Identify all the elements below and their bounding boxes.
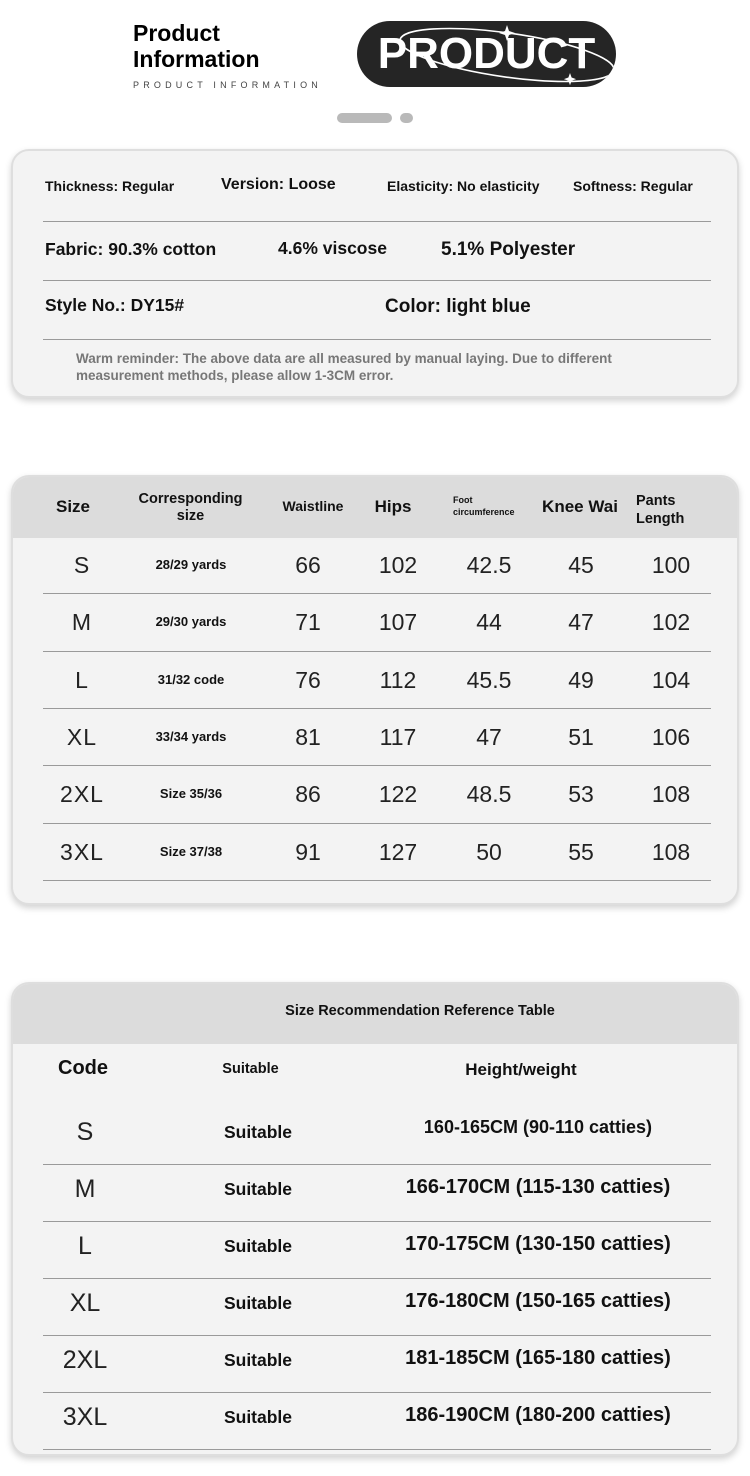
size-table-header	[13, 477, 737, 538]
spec-polyester: 5.1% Polyester	[441, 239, 576, 260]
recommendation-card	[11, 982, 739, 1456]
row-divider	[43, 651, 711, 652]
size-cell-hips: 117	[379, 723, 417, 750]
size-cell-length: 100	[651, 552, 691, 578]
recommendation-title: Size Recommendation Reference Table	[285, 1003, 555, 1019]
rec-height-weight: 186-190CM (180-200 catties)	[405, 1403, 671, 1426]
row-divider	[43, 823, 711, 824]
size-cell-hips: 127	[378, 838, 418, 865]
size-cell-waist: 76	[295, 666, 321, 693]
size-cell-corresponding: 33/34 yards	[155, 728, 227, 744]
rec-height-weight: 170-175CM (130-150 catties)	[405, 1232, 671, 1255]
row-divider	[43, 708, 711, 709]
header-waistline: Waistline	[282, 498, 344, 514]
row-divider	[43, 1392, 711, 1393]
row-divider	[43, 1335, 711, 1336]
size-cell-waist: 66	[295, 552, 321, 578]
divider	[43, 280, 711, 281]
header-hips: Hips	[374, 497, 412, 516]
row-divider	[43, 593, 711, 594]
row-divider	[43, 1164, 711, 1165]
size-cell-length: 108	[651, 781, 691, 808]
size-cell-size: XL	[66, 723, 98, 750]
rec-code: XL	[69, 1288, 101, 1317]
rec-suitable: Suitable	[223, 1349, 293, 1370]
spec-version: Version: Loose	[221, 176, 336, 193]
page-title	[133, 20, 260, 72]
size-cell-length: 108	[651, 838, 691, 865]
header-code: Code	[58, 1057, 108, 1079]
rec-code: S	[76, 1118, 94, 1146]
size-cell-knee: 45	[568, 552, 594, 578]
size-cell-corresponding: Size 37/38	[159, 843, 223, 859]
rec-code: M	[74, 1174, 96, 1203]
divider	[43, 339, 711, 340]
product-badge	[357, 21, 616, 87]
size-cell-foot: 47	[476, 723, 502, 750]
size-cell-length: 104	[651, 666, 691, 693]
rec-height-weight: 160-165CM (90-110 catties)	[423, 1117, 653, 1137]
header-pants-line2: Length	[636, 511, 685, 527]
size-cell-corresponding: Size 35/36	[159, 786, 223, 802]
size-cell-knee: 49	[568, 666, 594, 693]
size-cell-size: M	[71, 609, 93, 636]
size-cell-waist: 91	[295, 838, 321, 865]
rec-suitable: Suitable	[223, 1122, 293, 1142]
row-divider	[43, 880, 711, 881]
row-divider	[43, 1449, 711, 1450]
badge-text: PRODUCT	[377, 29, 596, 78]
rec-code: L	[78, 1231, 92, 1260]
page-subtitle: PRODUCT INFORMATION	[133, 80, 322, 90]
rec-suitable: Suitable	[223, 1178, 293, 1199]
header-suitable: Suitable	[222, 1061, 279, 1077]
spec-elasticity: Elasticity: No elasticity	[387, 178, 540, 194]
pager-dot	[400, 113, 413, 123]
size-cell-size: 2XL	[60, 781, 104, 808]
size-cell-corresponding: 29/30 yards	[155, 614, 227, 630]
row-divider	[43, 1278, 711, 1279]
size-cell-foot: 48.5	[466, 781, 512, 808]
divider	[43, 221, 711, 222]
spec-softness: Softness: Regular	[573, 178, 693, 194]
spec-card	[11, 149, 739, 398]
size-cell-waist: 81	[295, 723, 321, 750]
header-foot-line1: Foot	[453, 495, 473, 505]
row-divider	[43, 1221, 711, 1222]
rec-height-weight: 181-185CM (165-180 catties)	[405, 1346, 671, 1369]
header-foot-circumference	[453, 494, 543, 518]
size-cell-foot: 45.5	[466, 666, 512, 693]
size-cell-corresponding: 28/29 yards	[155, 557, 227, 572]
size-cell-waist: 71	[295, 609, 321, 636]
size-cell-hips: 122	[378, 781, 418, 808]
size-cell-knee: 47	[568, 609, 594, 636]
warm-reminder: Warm reminder: The above data are all measured by manual laying. Due to different measurement methods, please allow 1-3CM error.	[76, 351, 612, 383]
size-cell-foot: 44	[476, 609, 502, 636]
header-height-weight: Height/weight	[465, 1060, 577, 1079]
header-pants-length	[636, 492, 696, 528]
spec-style-no: Style No.: DY15#	[45, 295, 185, 315]
size-cell-waist: 86	[295, 781, 321, 808]
title-line-2: Information	[133, 46, 260, 72]
recommendation-header	[13, 984, 737, 1044]
size-cell-hips: 112	[379, 666, 417, 693]
size-cell-hips: 102	[378, 552, 418, 578]
pager-dot-active	[337, 113, 392, 123]
header-knee: Knee Wai	[542, 497, 618, 516]
header-foot-line2: circumference	[453, 507, 515, 517]
size-cell-length: 102	[651, 609, 691, 636]
rec-suitable: Suitable	[223, 1406, 293, 1427]
size-cell-hips: 107	[378, 609, 418, 636]
rec-code: 3XL	[62, 1402, 108, 1431]
size-cell-size: 3XL	[60, 838, 104, 865]
rec-suitable: Suitable	[223, 1292, 293, 1313]
rec-height-weight: 166-170CM (115-130 catties)	[405, 1175, 671, 1198]
size-cell-knee: 53	[568, 781, 594, 808]
size-cell-size: L	[75, 666, 89, 693]
rec-suitable: Suitable	[223, 1235, 293, 1256]
spec-thickness: Thickness: Regular	[45, 178, 175, 194]
size-cell-length: 106	[651, 723, 691, 750]
spec-color: Color: light blue	[385, 296, 531, 317]
size-cell-corresponding: 31/32 code	[157, 671, 225, 687]
size-cell-knee: 55	[568, 838, 594, 865]
size-cell-foot: 50	[476, 838, 502, 865]
size-cell-foot: 42.5	[466, 552, 512, 578]
header-pants-line1: Pants	[636, 493, 676, 509]
spec-viscose: 4.6% viscose	[278, 238, 387, 258]
rec-code: 2XL	[62, 1345, 108, 1374]
header-corresponding-size: Corresponding size	[138, 491, 243, 524]
size-table-card	[11, 475, 739, 905]
title-line-1: Product	[133, 20, 220, 46]
spec-fabric: Fabric: 90.3% cotton	[45, 239, 217, 259]
rec-height-weight: 176-180CM (150-165 catties)	[405, 1289, 671, 1312]
row-divider	[43, 765, 711, 766]
header-size: Size	[55, 497, 91, 516]
size-cell-knee: 51	[568, 723, 594, 750]
size-cell-size: S	[73, 552, 91, 578]
